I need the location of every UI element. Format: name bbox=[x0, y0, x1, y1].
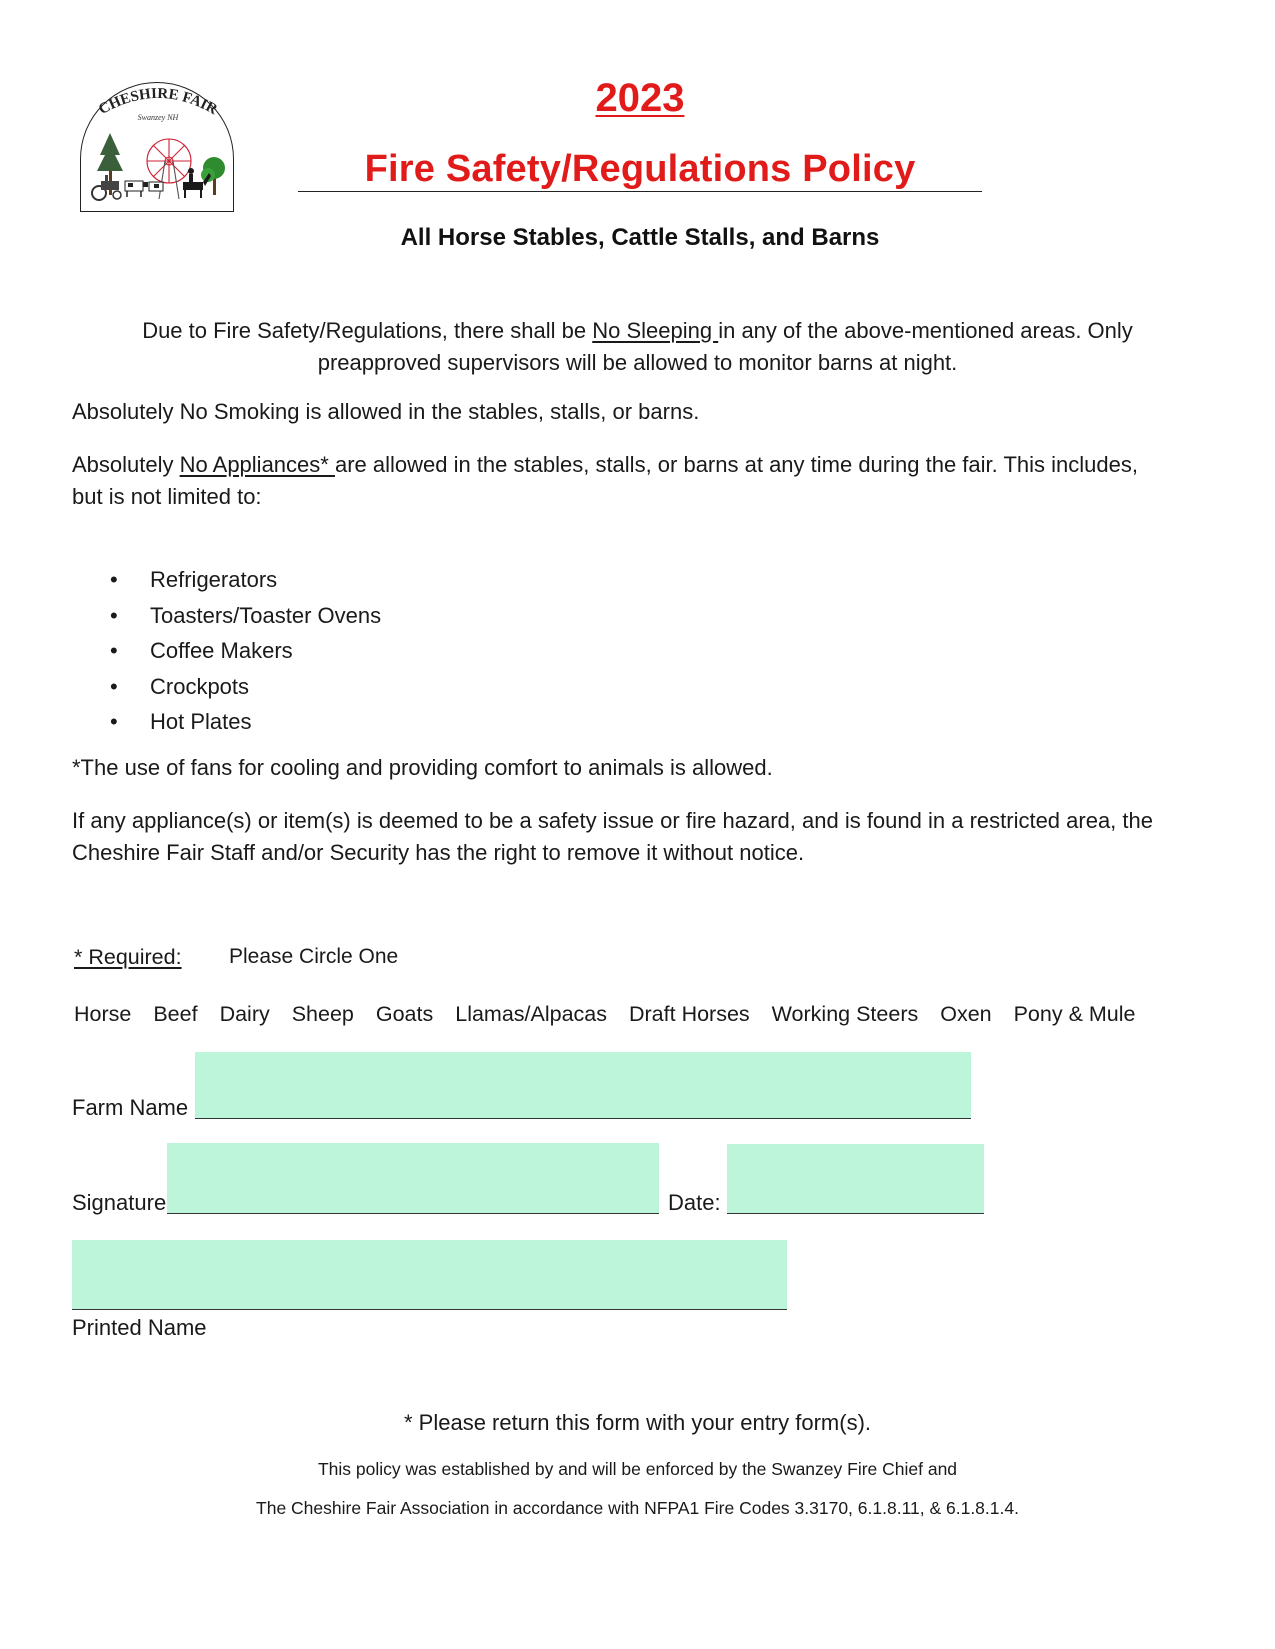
option-dairy[interactable]: Dairy bbox=[219, 1002, 270, 1026]
list-item-label: Toasters/Toaster Ovens bbox=[150, 602, 382, 628]
printed-name-label: Printed Name bbox=[72, 1315, 207, 1340]
list-item bbox=[110, 601, 381, 637]
date-label: Date: bbox=[668, 1190, 721, 1215]
option-horse[interactable]: Horse bbox=[74, 1002, 132, 1026]
p3-line2: but is not limited to: bbox=[72, 484, 262, 509]
required-text: * Required: bbox=[74, 945, 182, 969]
list-item bbox=[110, 672, 381, 708]
option-sheep[interactable]: Sheep bbox=[291, 1002, 354, 1026]
fair-scene-illustration bbox=[81, 83, 235, 213]
p3-pre: Absolutely bbox=[72, 452, 180, 477]
return-note: * Please return this form with your entry form(s). bbox=[403, 1410, 872, 1435]
farm-name-label: Farm Name bbox=[72, 1095, 189, 1120]
logo-name: CHESHIRE FAIR bbox=[96, 85, 220, 119]
no-appliances-emphasis: No Appliances* bbox=[179, 452, 335, 477]
bullet-icon: • bbox=[110, 638, 118, 663]
required-label bbox=[74, 945, 182, 970]
p4-line1: If any appliance(s) or item(s) is deemed to be a safety issue or fire hazard, and is found in a restricted area, the bbox=[72, 808, 1153, 833]
p3-post: are allowed in the stables, stalls, or barns at any time during the fair. This includes, bbox=[334, 452, 1138, 477]
option-goats[interactable]: Goats bbox=[375, 1002, 434, 1026]
list-item-label: Crockpots bbox=[150, 673, 250, 699]
printed-name-field[interactable] bbox=[72, 1240, 787, 1310]
bullet-icon: • bbox=[110, 709, 118, 734]
list-item bbox=[110, 565, 381, 601]
option-oxen[interactable]: Oxen bbox=[940, 1002, 992, 1026]
appliance-list bbox=[110, 565, 381, 743]
title-rule bbox=[298, 191, 982, 192]
p1-line2: preapproved supervisors will be allowed to monitor barns at night. bbox=[317, 350, 958, 375]
page-subtitle: All Horse Stables, Cattle Stalls, and Barns bbox=[400, 224, 880, 251]
list-item-label: Coffee Makers bbox=[150, 638, 293, 663]
list-item bbox=[110, 707, 381, 743]
option-llamas-alpacas[interactable]: Llamas/Alpacas bbox=[455, 1002, 608, 1026]
signature-label: Signature bbox=[72, 1190, 167, 1215]
year-heading: 2023 bbox=[595, 76, 685, 120]
option-working-steers[interactable]: Working Steers bbox=[771, 1002, 919, 1026]
signature-field[interactable] bbox=[167, 1143, 659, 1214]
option-beef[interactable]: Beef bbox=[153, 1002, 198, 1026]
logo-subtitle: Swanzey NH bbox=[137, 113, 179, 122]
p4-line2: Cheshire Fair Staff and/or Security has the right to remove it without notice. bbox=[72, 840, 805, 865]
page-title: Fire Safety/Regulations Policy bbox=[364, 148, 916, 190]
p1-pre: Due to Fire Safety/Regulations, there shall be bbox=[142, 318, 593, 343]
no-appliances-paragraph bbox=[72, 449, 1232, 513]
farm-name-field[interactable] bbox=[195, 1052, 971, 1119]
bullet-icon: • bbox=[110, 673, 118, 699]
footer-line2: The Cheshire Fair Association in accordance with NFPA1 Fire Codes 3.3170, 6.1.8.11, & 6.1.8.1.4. bbox=[256, 1498, 1019, 1518]
p1-post: in any of the above-mentioned areas. Only bbox=[718, 318, 1133, 343]
animal-options bbox=[74, 1002, 1152, 1027]
date-field[interactable] bbox=[727, 1144, 984, 1214]
bullet-icon: • bbox=[110, 567, 118, 592]
no-sleeping-emphasis: No Sleeping bbox=[592, 318, 719, 343]
no-smoking-paragraph: Absolutely No Smoking is allowed in the stables, stalls, or barns. bbox=[72, 399, 700, 424]
footer-line1: This policy was established by and will be enforced by the Swanzey Fire Chief and bbox=[317, 1459, 958, 1479]
circle-one-label: Please Circle One bbox=[229, 945, 399, 968]
option-pony-mule[interactable]: Pony & Mule bbox=[1013, 1002, 1136, 1026]
removal-paragraph bbox=[72, 805, 1232, 869]
fans-note: *The use of fans for cooling and providing comfort to animals is allowed. bbox=[72, 755, 773, 780]
bullet-icon: • bbox=[110, 602, 118, 628]
list-item-label: Hot Plates bbox=[150, 709, 252, 734]
list-item-label: Refrigerators bbox=[150, 567, 278, 592]
option-draft-horses[interactable]: Draft Horses bbox=[629, 1002, 750, 1026]
list-item bbox=[110, 636, 381, 672]
cheshire-fair-logo bbox=[80, 82, 234, 212]
no-sleeping-paragraph bbox=[60, 315, 1215, 379]
